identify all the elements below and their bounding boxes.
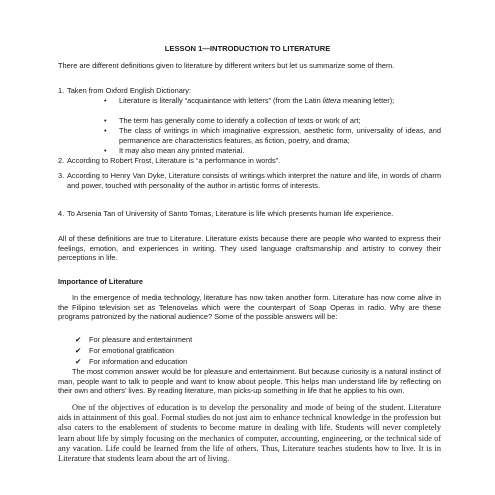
objectives-paragraph: One of the objectives of education is to develop the personality and mode of being of the student. Literature aids in attainment of this goal. Formal studies do not just aim to enhance technical knowledge in the profession but also caters to the enablement of students to become mature in dealing with life. Students will never completely learn about life by simply focusing on the mechanics of computer, accounting, engineering, or the technical side of any vacation. Life could be learned from the life of others. Thus, Literature teaches students how to live. It is in Literature that students learn about the art of living. — [58, 403, 441, 464]
intro-paragraph: There are different definitions given to literature by different writers but let us summarize some of them. — [58, 61, 395, 70]
definition-text: According to Robert Frost, Literature is “a performance in words”. — [67, 156, 281, 165]
checkmark-icon: ✔ — [75, 357, 82, 366]
importance-heading: Importance of Literature — [58, 277, 144, 286]
lesson-title: LESSON 1—INTRODUCTION TO LITERATURE — [164, 44, 331, 53]
latin-term: littera — [322, 96, 341, 105]
definition-text: To Arsenia Tan of University of Santo Tomas, Literature is life which presents human life experience. — [67, 209, 394, 218]
list-number: 3. — [58, 171, 65, 180]
bullet-text: The class of writings in which imaginative expression, aesthetic form, universality of ideas, and permanence are characteristics features, as fiction, poetry, and drama; — [119, 126, 441, 145]
bullet-text: Literature is literally “acquaintance with letters” (from the Latin littera meaning letter); — [119, 96, 395, 105]
importance-paragraph: In the emergence of media technology, literature has now taken another form. Literature has now come alive in the Filipino television set as Telenovelas which were the counterpart of Soap Operas in radio. Why are these programs patronized by the national audience? Some of the possible answers will be: — [58, 293, 441, 322]
list-number: 4. — [58, 209, 65, 218]
checkmark-icon: ✔ — [75, 346, 82, 355]
answer-text: For emotional gratification — [89, 346, 175, 355]
bullet-icon: • — [104, 116, 107, 125]
summary-paragraph: All of these definitions are true to Literature. Literature exists because there are people who wanted to express their feelings, emotion, and experiences in writing. They used language craftsmanship and artistry to convey their perceptions in life. — [58, 234, 441, 263]
common-answer-paragraph: The most common answer would be for pleasure and entertainment. But because curiosity is a natural instinct of man, people want to talk to people and want to know about people. This helps man understand life by reflecting on their own and others’ lives. By reading literature, man picks-up something in life that he applies to his own. — [58, 367, 441, 396]
checkmark-icon: ✔ — [75, 335, 82, 344]
list-number: 1. — [58, 86, 65, 95]
definition-text: According to Henry Van Dyke, Literature consists of writings which interpret the nature and life, in words of charm and power, touched with personality of the author in artistic forms of interests. — [67, 171, 441, 190]
bullet-text: It may also mean any printed material. — [119, 146, 245, 155]
bullet-icon: • — [104, 96, 107, 105]
answer-text: For pleasure and entertainment — [89, 335, 193, 344]
bullet-text: The term has generally come to identify a collection of texts or work of art; — [119, 116, 361, 125]
list-number: 2. — [58, 156, 65, 165]
bullet-icon: • — [104, 146, 107, 155]
bullet-icon: • — [104, 126, 107, 135]
definition-text: Taken from Oxford English Dictionary: — [67, 86, 192, 95]
answer-text: For information and education — [89, 357, 188, 366]
